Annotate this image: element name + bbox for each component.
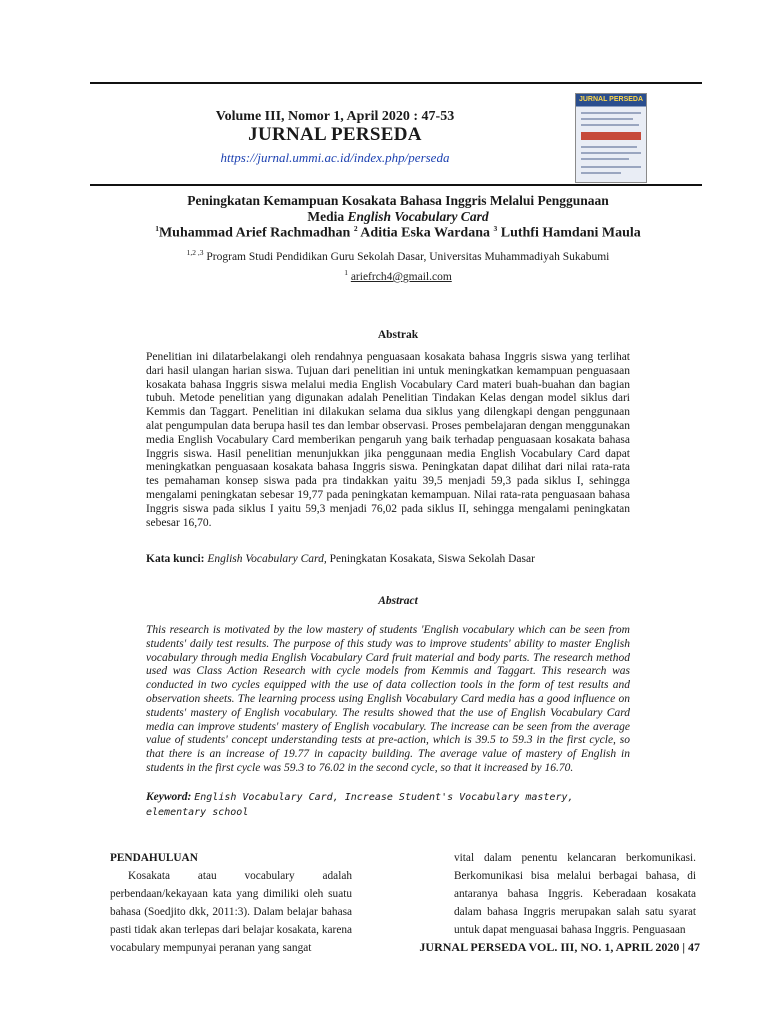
section-heading: PENDAHULUAN: [110, 852, 198, 864]
top-rule: [90, 82, 702, 84]
email-link[interactable]: ariefrch4@gmail.com: [350, 270, 452, 283]
page-footer: JURNAL PERSEDA VOL. III, NO. 1, APRIL 2020 | 47: [419, 940, 700, 954]
abstrak-text: Penelitian ini dilatarbelakangi oleh rendahnya penguasaan kosakata bahasa Inggris siswa yang terlihat dari hasil ulangan harian siswa. Tujuan dari penelitian ini untuk meningkatkan kemampuan penguasaan kosakata bahasa Inggris siswa melalui media English Vocabulary Card materi buah-buahan dan bagian tubuh. Metode penelitian yang digunakan adalah Penelitian Tindakan Kelas dengan model siklus dari Kemmis dan Taggart. Penelitian ini dilakukan selama dua siklus yang dilengkapi dengan penggunaan alat pengumpulan data berupa hasil tes dan lembar observasi. Proses pembelajaran dengan menggunakan media English Vocabulary Card memberikan pengaruh yang baik terhadap penguasaan kosakata bahasa Inggris siswa. Hasil penelitian menunjukkan jika penggunaan media English Vocabulary Card dapat meningkatkan penguasaan kosakata bahasa Inggris siswa. Peningkatan dapat dilihat dari nilai rata-rata tes pemahaman konsep siswa pada pra tindakkan yaitu 39,5 menjadi 59,3 pada siklus I, sehingga mengalami peningkatan sebesar 19,77 pada peningkatan kemampuan. Nilai rata-rata penguasaan bahasa Inggris siswa pada siklus I yaitu 59,3 menjadi 76,02 pada siklus II, sehingga mengalami peningkatan sebesar 16,70.: [146, 351, 630, 529]
author-list: $^1$Muhammad Arief Rachmadhan $^2$ Aditia Eska Wardana $^3$ Luthfi Hamdani Maula: [155, 224, 641, 241]
body-right-column: [454, 849, 696, 939]
journal-url-link[interactable]: https://jurnal.ummi.ac.id/index.php/perseda: [220, 150, 450, 165]
affiliation: $^{1,2 ,3}$ Program Studi Pendidikan Guru Sekolah Dasar, Universitas Muhammadiyah Sukabumi: [186, 248, 610, 263]
header-rule: [90, 184, 702, 186]
author-email: $^1$ ariefrch4@gmail.com: [344, 268, 452, 283]
article-title-line2: Media English Vocabulary Card: [307, 209, 489, 224]
body-left-text: Kosakata atau vocabulary adalah perbendaan/kekayaan kata yang dimiliki oleh suatu bahasa (Soedjito dkk, 2011:3). Dalam belajar bahasa pasti tidak akan terlepas dari belajar kosakata, karena vocabulary mempunyai peranan yang sangat: [110, 870, 352, 954]
abstract-text: This research is motivated by the low mastery of students 'English vocabulary which can be seen from students' daily test results. The purpose of this study was to improve students' ability to master English vocabulary through media English Vocabulary Card fruit material and body parts. The research method used was Class Action Research with cycle models from Kemmis and Taggart. This research was conducted in two cycles equipped with the use of data collection tools in the form of test results and observation sheets. The learning process using English Vocabulary Card media has a good influence on students' mastery of English vocabulary. The results showed that the use of English Vocabulary Card media can improve students' mastery of English vocabulary. The increase can be seen from the average value of students' concept understanding tests at pre-action, which is 39.5 to 59.3 in the first cycle, so that there is an increase of 19.77 in capacity building. The average value of mastery of English in students in the first cycle was 59.3 to 76.02 in the second cycle, so that it increased by 16.70.: [146, 624, 630, 774]
article-title-line1: Peningkatan Kemampuan Kosakata Bahasa Inggris Melalui Penggunaan: [187, 193, 609, 208]
cover-title: JURNAL PERSEDA: [578, 96, 644, 103]
author-2: Aditia Eska Wardana: [357, 225, 494, 241]
abstrak-heading: Abstrak: [377, 329, 419, 341]
abstrak-keywords: Kata kunci: English Vocabulary Card, Peningkatan Kosakata, Siswa Sekolah Dasar: [146, 553, 535, 565]
abstract-heading: Abstract: [378, 595, 418, 607]
journal-cover-image: [575, 93, 647, 183]
body-left-column: [110, 849, 352, 957]
author-1: Muhammad Arief Rachmadhan: [158, 225, 354, 241]
volume-line: Volume III, Nomor 1, April 2020 : 47-53: [215, 109, 455, 124]
body-right-text: vital dalam penentu kelancaran berkomunikasi. Berkomunikasi bisa melalui berbagai bahasa, di antaranya bahasa Inggris. Keberadaan kosakata dalam bahasa Inggris merupakan salah satu syarat untuk dapat menguasai bahasa Inggris. Penguasaan: [454, 852, 696, 936]
journal-name: JURNAL PERSEDA: [248, 124, 422, 145]
author-3: Luthfi Hamdani Maula: [497, 225, 641, 241]
abstract-keywords: Keyword: English Vocabulary Card, Increase Student's Vocabulary mastery, elementary school: [146, 791, 574, 818]
